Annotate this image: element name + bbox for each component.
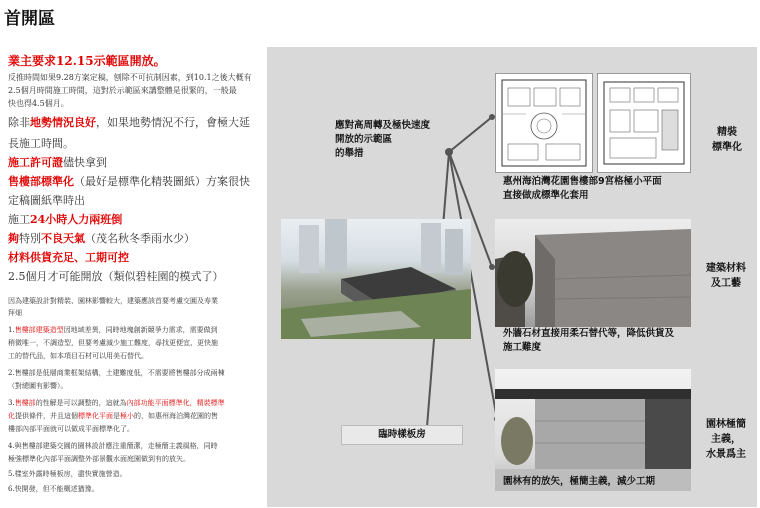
diagram-panel: [267, 47, 757, 507]
temp-showroom-label: 臨時樣板房: [341, 425, 463, 445]
building-material-image: [495, 219, 691, 327]
floor-plan-drawing: [496, 74, 592, 172]
label-garden-minimalism: 園林極簡 主義， 水景爲主: [706, 419, 746, 460]
note-line: 施工許可證儘快拿到: [8, 156, 107, 169]
note-line: 售樓部標準化（最好是標準化精裝圖紙）方案很快: [8, 175, 250, 188]
note-line: 夠特別不良天氣（茂名秋冬季雨水少）: [8, 232, 195, 245]
note-line: 2.售樓部是低層商業框架結構，土建難度低，不需要將售樓部分成兩棟: [8, 369, 225, 377]
note-line: 5.樣室外露時極板房，盡快實施營造。: [8, 470, 127, 478]
page-title: 首開區: [4, 9, 55, 29]
note-line: 材料供貨充足、工期可控: [8, 251, 129, 264]
note-line: 2.5個月時間施工時間，這對於示範區來講整體是很緊的，一般最: [8, 86, 237, 95]
note-line: 極強標準化內部平面調整外部景觀水面庭園做到有的放矢。: [8, 455, 190, 463]
note-line: 長施工時間。: [8, 137, 74, 150]
floor-plan-image-1: [495, 73, 593, 173]
aerial-render-drawing: [281, 219, 471, 339]
label-fitout-standard: 精裝 標準化: [712, 127, 742, 153]
note-line: 6.快開發，但不能概述猶豫。: [8, 485, 99, 493]
note-line: 工的替代品，如本項目石材可以用美石替代。: [8, 352, 148, 360]
note-line: 除非地勢情況良好，如果地勢情況不行，會極大延: [8, 116, 250, 129]
garden-caption: 園林有的放矢，極簡主義，減少工期: [503, 476, 656, 487]
note-line: （對總圖有影響）。: [8, 382, 68, 390]
plan-caption: 惠州海泊灣花園售樓部9宮格極小平面 直接做成標準化套用: [503, 176, 662, 201]
building-material-drawing: [495, 219, 691, 327]
note-line: 反推時間如果9.28方案定稿，刨除不可抗制因素，到10.1之後大概有: [8, 73, 252, 82]
floor-plan-image-2: [597, 73, 691, 173]
note-line: 拜畑: [8, 309, 22, 317]
center-caption: 應對高周轉及極快速度 開放的示範區 的舉措: [335, 120, 431, 159]
headline: 業主要求12.15示範區開放。: [8, 54, 166, 68]
floor-plan-drawing: [598, 74, 690, 172]
garden-drawing: [495, 369, 691, 491]
note-line: 快也得4.5個月。: [8, 99, 69, 108]
label-building-material: 建築材料 及工藝: [706, 263, 746, 289]
note-line: 1.售樓部建築造型因地域差異，同時地塊創新競爭力需求，需要做到: [8, 326, 218, 334]
note-line: 2.5個月才可能開放（類似碧桂園的模式了）: [8, 270, 224, 283]
note-line: 稍微唯一，不調造型，但要考慮減少施工難度，尋找更便宜、更快施: [8, 339, 218, 347]
garden-image: [495, 369, 691, 491]
note-line: 施工24小時人力兩班倒: [8, 213, 123, 226]
note-line: 化提供條件，并且這個標準化平面是極小的，如惠州海泊灣花園的售: [8, 412, 218, 420]
note-line: 定稿圖紙準時出: [8, 194, 85, 207]
note-line: 樓部內部平面就可以做成平面標準化了。: [8, 425, 134, 433]
note-line: 因為建築設計對精裝、園林影響較大，建築應該首要考慮交圓及寿業: [8, 297, 218, 305]
note-line: 4.與售樓部建築交圓的園林設計應注重簡潔，走極簡主義風格，同時: [8, 442, 218, 450]
note-line: 3.售樓部的性解是可以調整的，這就為內部功能平面標準化，精裝標準: [8, 399, 225, 407]
material-caption: 外牆石材直接用柔石替代等，降低供貨及 施工難度: [503, 328, 675, 353]
aerial-render-image: [281, 219, 471, 339]
